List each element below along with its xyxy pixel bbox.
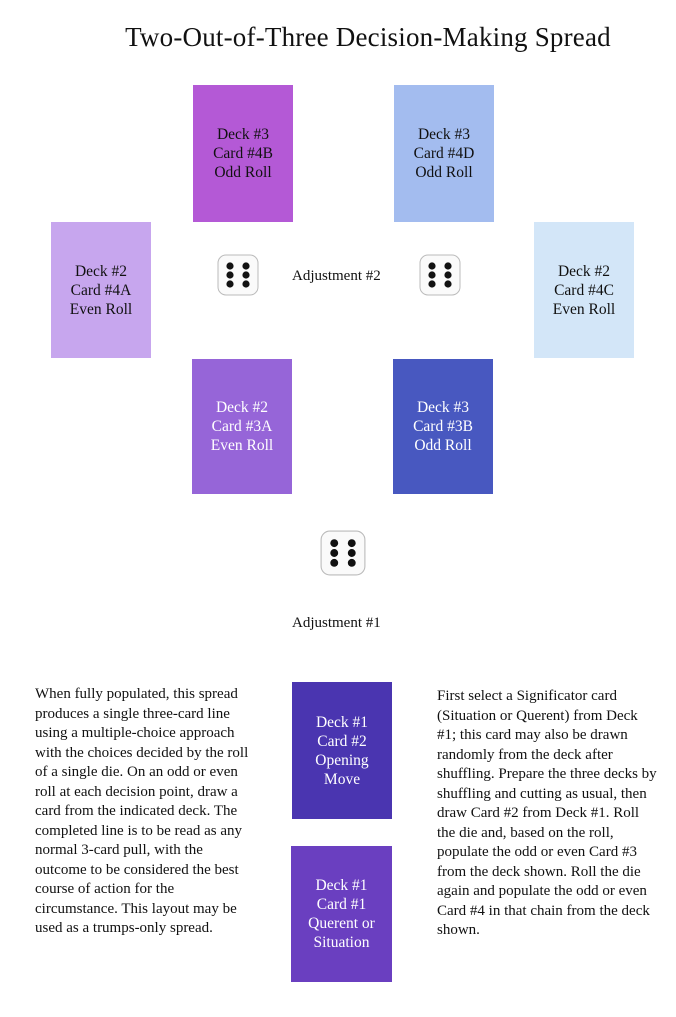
right-description: First select a Significator card (Situation or Querent) from Deck #1; this card may also be drawn randomly from the deck after shuffling. Prepare the three decks by shuffling and cutting as usual, then draw Card #2 from Deck #1. Roll the die and, based on the roll, populate the odd or even Card #3 from the deck shown. Roll the die again and populate the odd or even Card #4 in that chain from the deck shown. — [437, 688, 657, 938]
card-deck2-card4c — [534, 222, 634, 358]
left-description: When fully populated, this spread produces a single three-card line using a multiple-choice approach with the choices decided by the roll of a single die. On an odd or even roll at each decision point, draw a card from the indicated deck. The completed line is to be read as any normal 3-card pull, with the outcome to be considered the best course of action for the circumstance. This layout may be used as a trumps-only spread. — [35, 686, 249, 936]
die-six-icon — [320, 530, 366, 576]
page-title: Two-Out-of-Three Decision-Making Spread — [125, 22, 611, 52]
card-number-label: Card #4A — [70, 281, 132, 299]
card-deck2-card3a — [192, 359, 292, 494]
card-role-label: Querent or — [308, 915, 375, 932]
card-number-label: Card #3B — [413, 418, 473, 435]
card-number-label: Card #4D — [413, 145, 475, 162]
die-six-icon — [419, 254, 461, 296]
card-number-label: Card #2 — [317, 732, 367, 750]
card-deck-label: Deck #2 — [74, 262, 128, 280]
card-deck2-card4a — [51, 222, 151, 358]
card-roll-label: Even Roll — [210, 437, 274, 454]
card-deck-label: Deck #3 — [216, 126, 270, 143]
card-deck3-card3b — [393, 359, 493, 494]
card-role-label: Move — [323, 770, 361, 788]
card-deck-label: Deck #1 — [315, 713, 369, 731]
card-roll-label: Odd Roll — [415, 164, 473, 181]
card-role-label: Situation — [313, 934, 370, 951]
card-role-label: Opening — [315, 751, 369, 769]
adjustment-2-label: Adjustment #2 — [292, 268, 381, 284]
card-deck-label: Deck #3 — [416, 399, 470, 416]
card-number-label: Card #4B — [213, 145, 273, 162]
card-deck-label: Deck #2 — [215, 399, 269, 416]
card-number-label: Card #3A — [211, 418, 273, 435]
card-number-label: Card #4C — [554, 281, 614, 299]
card-deck1-card1 — [291, 846, 392, 982]
card-deck3-card4b — [193, 85, 293, 222]
card-roll-label: Odd Roll — [414, 437, 472, 454]
card-number-label: Card #1 — [316, 896, 367, 913]
card-deck3-card4d — [394, 85, 494, 222]
die-six-icon — [217, 254, 259, 296]
card-deck-label: Deck #1 — [315, 877, 368, 894]
card-roll-label: Odd Roll — [214, 164, 272, 181]
card-deck-label: Deck #2 — [557, 262, 611, 280]
adjustment-1-label: Adjustment #1 — [292, 615, 381, 631]
card-roll-label: Even Roll — [69, 300, 133, 318]
card-deck-label: Deck #3 — [417, 126, 471, 143]
card-roll-label: Even Roll — [552, 300, 616, 318]
card-deck1-card2 — [292, 682, 392, 819]
